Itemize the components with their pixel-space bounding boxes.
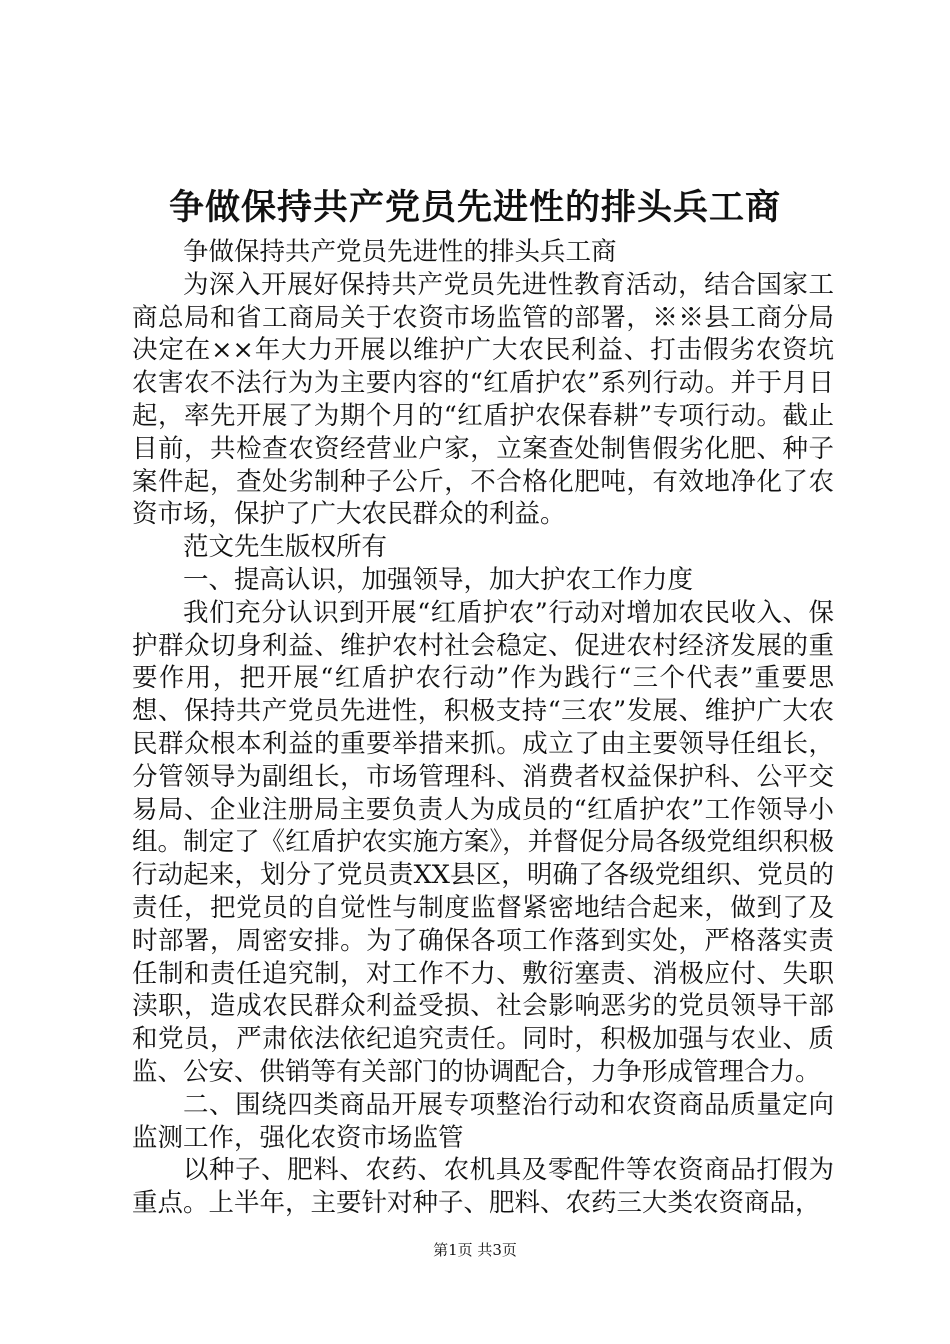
section-heading-1: 一、提高认识，加强领导，加大护农工作力度 [183,564,694,595]
paragraph-section-1: 我们充分认识到开展“红盾护农”行动对增加农民收入、保护群众切身利益、维护农村社会稳定、促进农村经济发展的重要作用，把开展“红盾护农行动”作为践行“三个代表”重要思想、保持共产党员先进性，积极支持“三农”发展、维护广大农民群众根本利益的重要举措来抓。成立了由主要领导任组长，分管领导为副组长，市场管理科、消费者权益保护科、公平交易局、企业注册局主要负责人为成员的“红盾护农”工作领导小组。制定了《红盾护农实施方案》，并督促分局各级党组织积极行动起来，划分了党员责XX县区，明确了各级党组织、党员的责任，把党员的自觉性与制度监督紧密地结合起来，做到了及时部署，周密安排。为了确保各项工作落到实处，严格落实责任制和责任追究制，对工作不力、敷衍塞责、消极应付、失职渎职，造成农民群众利益受损、社会影响恶劣的党员领导干部和党员，严肃依法依纪追究责任。同时，积极加强与农业、质监、公安、供销等有关部门的协调配合，力争形成管理合力。 [132,597,834,1087]
paragraph-copyright: 范文先生版权所有 [183,532,388,563]
document-body [132,236,834,1220]
section-heading-2: 二、围绕四类商品开展专项整治行动和农资商品质量定向监测工作，强化农资市场监管 [132,1089,834,1153]
paragraph-section-2: 以种子、肥料、农药、农机具及零配件等农资商品打假为重点。上半年，主要针对种子、肥料、农药三大类农资商品， [132,1155,834,1219]
document-title: 争做保持共产党员先进性的排头兵工商 [168,187,781,228]
page-indicator: 第1页 共3页 [433,1241,517,1259]
paragraph-subtitle: 争做保持共产党员先进性的排头兵工商 [183,237,617,267]
paragraph-intro: 为深入开展好保持共产党员先进性教育活动，结合国家工商总局和省工商局关于农资市场监管的部署，※※县工商分局决定在××年大力开展以维护广大农民利益、打击假劣农资坑农害农不法行为为主要内容的“红盾护农”系列行动。并于月日起，率先开展了为期个月的“红盾护农保春耕”专项行动。截止目前，共检查农资经营业户家，立案查处制售假劣化肥、种子案件起，查处劣制种子公斤，不合格化肥吨，有效地净化了农资市场，保护了广大农民群众的利益。 [132,269,834,530]
